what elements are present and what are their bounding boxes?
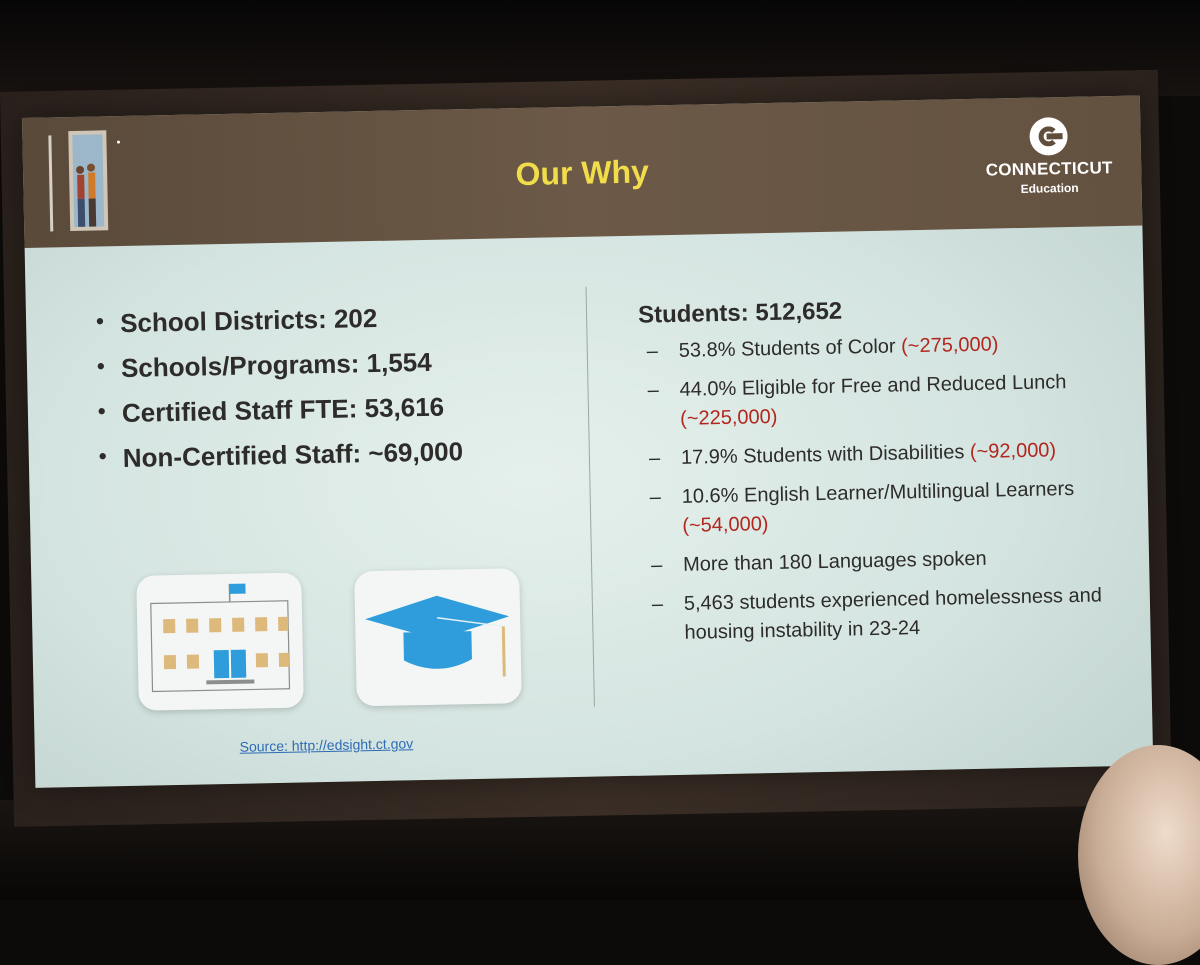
- student-stat-item: [647, 327, 1147, 366]
- student-stat-text: 53.8% Students of Color: [679, 336, 896, 362]
- student-stat-item: [649, 473, 1150, 541]
- stat-schools-programs: • Schools/Programs: 1,554: [97, 346, 462, 384]
- student-stat-item: [647, 366, 1148, 434]
- slide-title: Our Why: [23, 144, 1142, 203]
- slide-header: [22, 96, 1142, 248]
- logo-subtitle: Education: [969, 180, 1129, 197]
- student-stat-approx: (~275,000): [901, 333, 999, 357]
- slide: [22, 96, 1153, 788]
- district-stats-list: [96, 301, 464, 488]
- ct-logo-mark-icon: [1029, 117, 1068, 156]
- connecticut-education-logo: [968, 108, 1130, 221]
- student-stat-item: [652, 580, 1153, 648]
- student-stat-text: More than 180 Languages spoken: [683, 548, 987, 576]
- student-stat-text: 17.9% Students with Disabilities: [681, 441, 965, 469]
- student-stat-text: 10.6% English Learner/Multilingual Learners: [682, 478, 1075, 508]
- students-heading: Students: 512,652: [638, 298, 843, 330]
- student-stat-item: [649, 434, 1149, 473]
- student-stats-list: [647, 327, 1153, 658]
- student-stat-approx: (~92,000): [970, 439, 1057, 463]
- stat-non-certified-staff: • Non-Certified Staff: ~69,000: [99, 436, 464, 474]
- source-link[interactable]: Source: http://edsight.ct.gov: [240, 735, 414, 754]
- student-stat-approx: (~54,000): [682, 513, 769, 537]
- logo-name: CONNECTICUT: [969, 158, 1129, 181]
- student-stat-item: [651, 541, 1151, 580]
- graduation-cap-icon: [354, 568, 522, 706]
- student-stat-text: 5,463 students experienced homelessness and housing instability in 23-24: [684, 584, 1102, 643]
- column-divider: [585, 287, 594, 707]
- student-stat-approx: (~225,000): [680, 406, 778, 430]
- school-building-icon: [136, 572, 304, 710]
- student-stat-text: 44.0% Eligible for Free and Reduced Lunch: [679, 371, 1066, 401]
- stat-certified-staff: • Certified Staff FTE: 53,616: [98, 391, 463, 429]
- stat-school-districts: • School Districts: 202: [96, 301, 461, 339]
